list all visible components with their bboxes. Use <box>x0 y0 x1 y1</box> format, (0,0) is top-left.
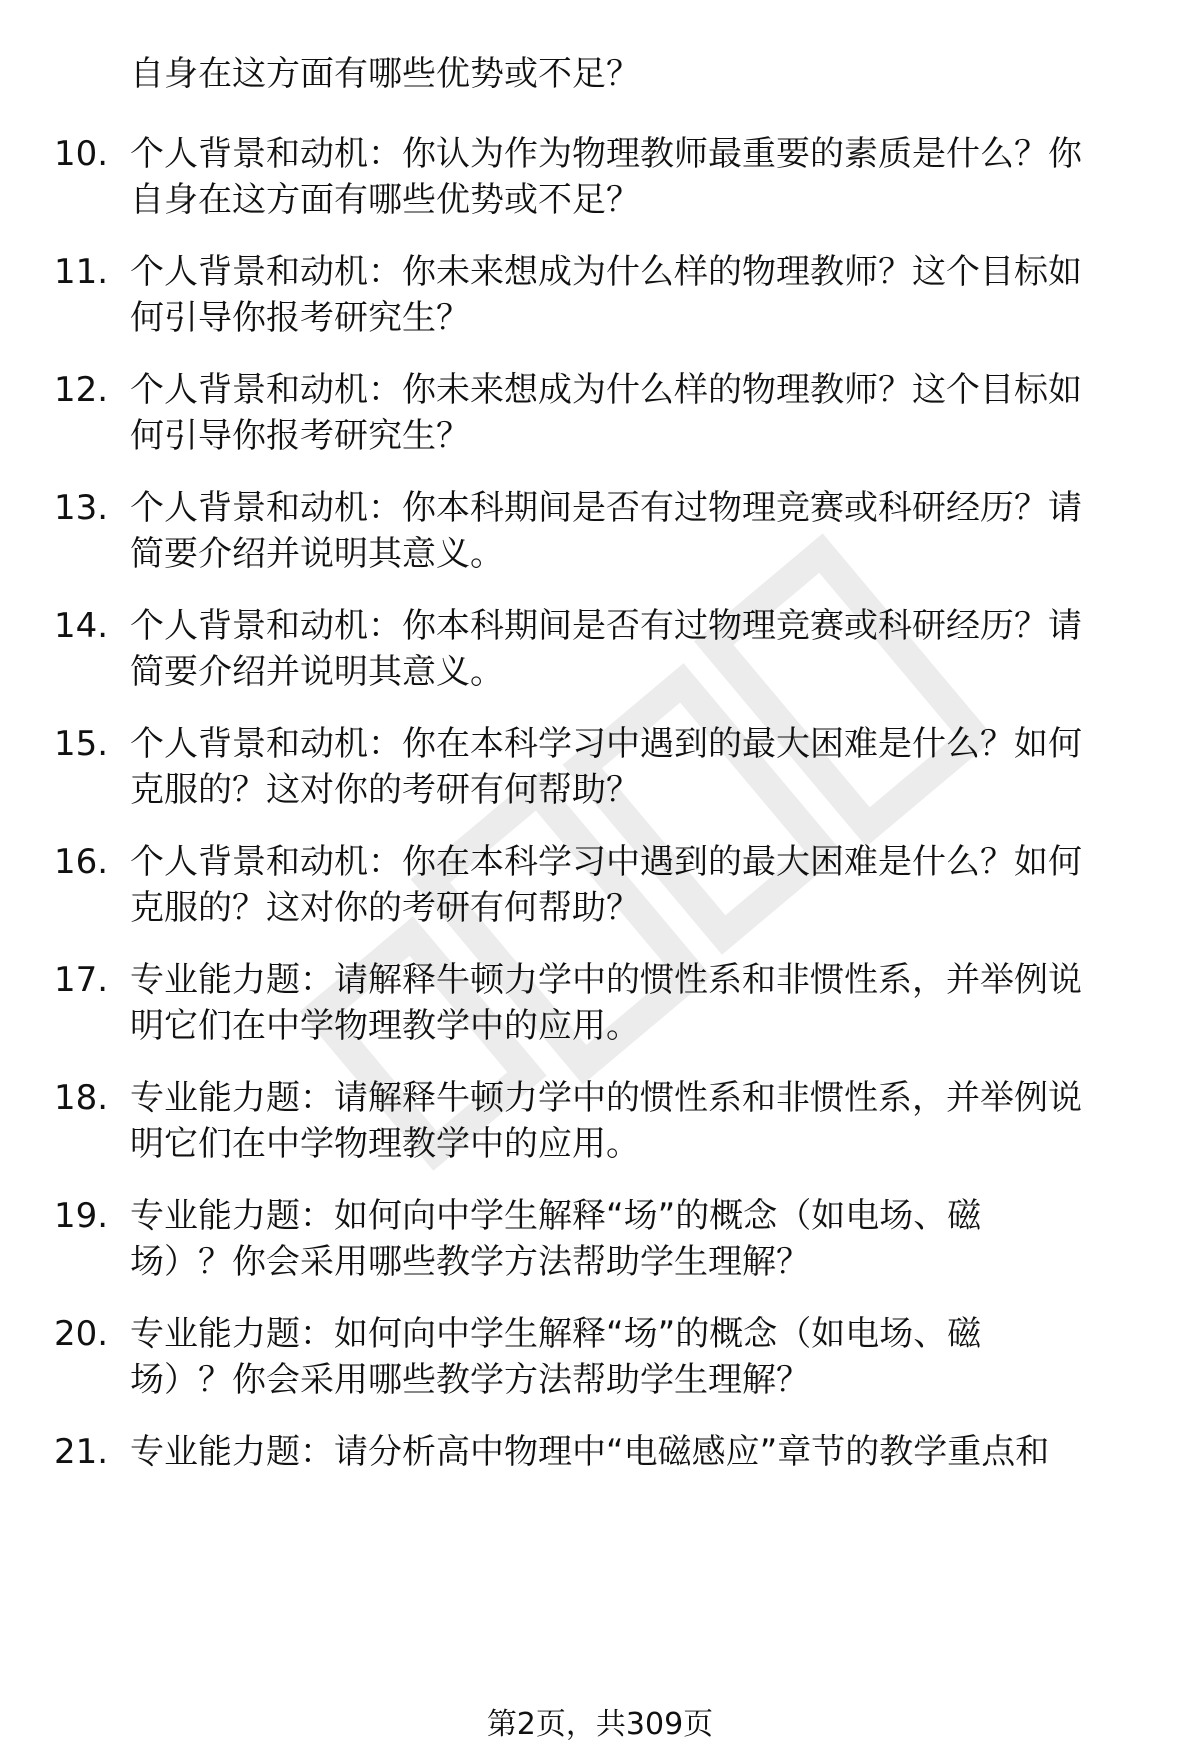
continued-line: 自身在这方面有哪些优势或不足？ <box>130 54 640 94</box>
list-item <box>0 368 1200 468</box>
item-number: 14. <box>54 606 109 646</box>
item-text-line2: 自身在这方面有哪些优势或不足？ <box>130 180 640 220</box>
item-text-line1: 个人背景和动机：你在本科学习中遇到的最大困难是什么？如何 <box>130 842 1082 882</box>
item-text-line1: 个人背景和动机：你在本科学习中遇到的最大困难是什么？如何 <box>130 724 1082 764</box>
item-number: 21. <box>54 1432 109 1472</box>
list-item <box>0 1194 1200 1294</box>
item-text-line1: 个人背景和动机：你本科期间是否有过物理竞赛或科研经历？请 <box>130 606 1082 646</box>
item-number: 12. <box>54 370 109 410</box>
item-number: 10. <box>54 134 109 174</box>
list-item <box>0 1312 1200 1412</box>
item-text-line1: 专业能力题：如何向中学生解释“场”的概念（如电场、磁 <box>130 1196 982 1236</box>
item-number: 20. <box>54 1314 109 1354</box>
item-number: 16. <box>54 842 109 882</box>
list-item <box>0 132 1200 232</box>
item-text-line1: 个人背景和动机：你本科期间是否有过物理竞赛或科研经历？请 <box>130 488 1082 528</box>
list-item <box>0 840 1200 940</box>
list-item <box>0 1430 1200 1530</box>
item-number: 17. <box>54 960 109 1000</box>
item-number: 18. <box>54 1078 109 1118</box>
item-text-line2: 简要介绍并说明其意义。 <box>130 534 504 574</box>
page-footer: 第2页，共309页 <box>486 1707 714 1742</box>
list-item <box>0 604 1200 704</box>
item-text-line2: 克服的？这对你的考研有何帮助？ <box>130 770 640 810</box>
list-item <box>0 958 1200 1058</box>
item-number: 15. <box>54 724 109 764</box>
item-text-line1: 个人背景和动机：你认为作为物理教师最重要的素质是什么？你 <box>130 134 1082 174</box>
list-item <box>0 1076 1200 1176</box>
list-item <box>0 486 1200 586</box>
item-text-line1: 个人背景和动机：你未来想成为什么样的物理教师？这个目标如 <box>130 252 1082 292</box>
item-text-line1: 专业能力题：请解释牛顿力学中的惯性系和非惯性系，并举例说 <box>130 960 1082 1000</box>
item-number: 11. <box>54 252 109 292</box>
item-text-line2: 克服的？这对你的考研有何帮助？ <box>130 888 640 928</box>
item-number: 13. <box>54 488 109 528</box>
item-text-line2: 场）？你会采用哪些教学方法帮助学生理解？ <box>130 1242 810 1282</box>
item-text-line2: 何引导你报考研究生？ <box>130 298 470 338</box>
item-number: 19. <box>54 1196 109 1236</box>
item-text-line2: 明它们在中学物理教学中的应用。 <box>130 1124 640 1164</box>
item-text-line1: 专业能力题：请解释牛顿力学中的惯性系和非惯性系，并举例说 <box>130 1078 1082 1118</box>
item-text-line1: 专业能力题：请分析高中物理中“电磁感应”章节的教学重点和 <box>130 1432 1050 1472</box>
item-text-line1: 个人背景和动机：你未来想成为什么样的物理教师？这个目标如 <box>130 370 1082 410</box>
item-text-line2: 何引导你报考研究生？ <box>130 416 470 456</box>
list-item <box>0 250 1200 350</box>
item-text-line1: 专业能力题：如何向中学生解释“场”的概念（如电场、磁 <box>130 1314 982 1354</box>
list-item <box>0 722 1200 822</box>
item-text-line2: 明它们在中学物理教学中的应用。 <box>130 1006 640 1046</box>
item-text-line2: 简要介绍并说明其意义。 <box>130 652 504 692</box>
item-text-line2: 场）？你会采用哪些教学方法帮助学生理解？ <box>130 1360 810 1400</box>
